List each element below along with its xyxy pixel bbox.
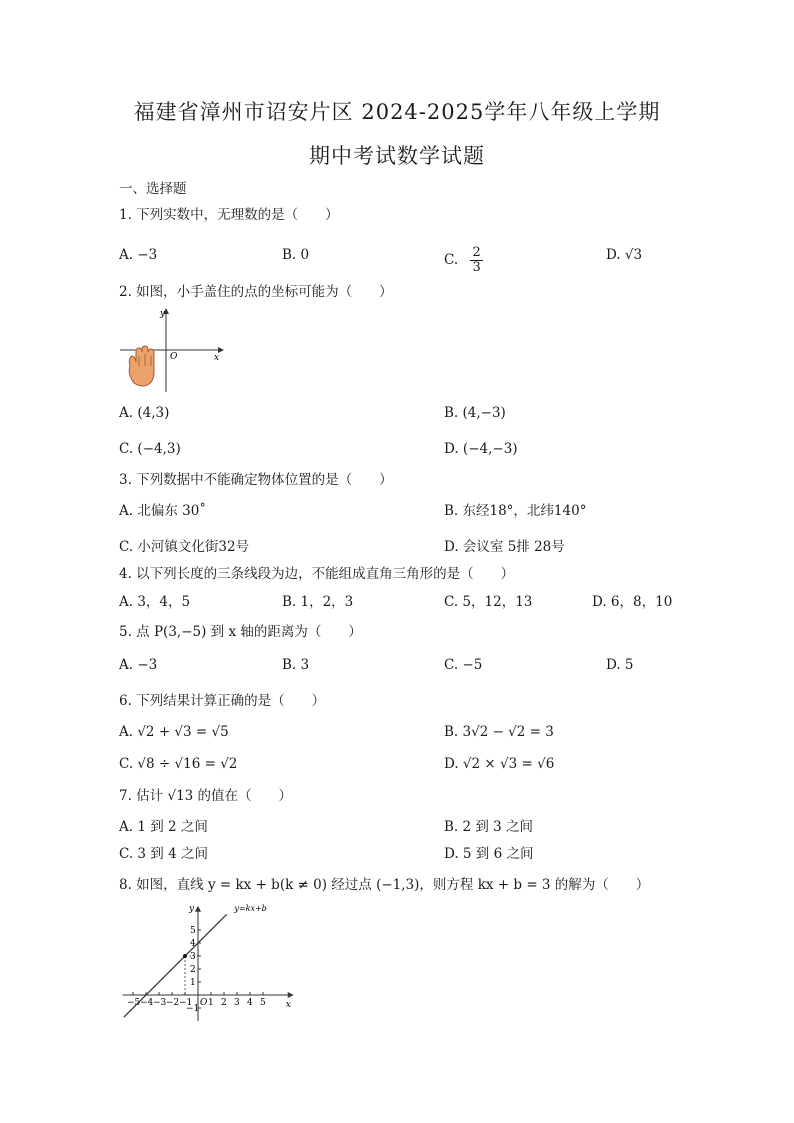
point-marker xyxy=(183,954,187,958)
x-tick-label: −1 xyxy=(179,998,193,1008)
x-tick-label: −5 xyxy=(127,998,141,1008)
q3-option-c[interactable]: C. 小河镇文化街32号 xyxy=(119,539,250,555)
q5-stem: 5. 点 P(3,−5) 到 x 轴的距离为（ ） xyxy=(119,624,362,640)
q3-stem: 3. 下列数据中不能确定物体位置的是（ ） xyxy=(119,472,393,488)
q4-option-d[interactable]: D. 6，8，10 xyxy=(592,594,673,610)
x-tick-label: −3 xyxy=(153,998,167,1008)
line-label: y=kx+b xyxy=(234,903,267,913)
q2-y-label: y xyxy=(160,309,166,319)
q3-option-b[interactable]: B. 东经18°，北纬140° xyxy=(444,503,587,519)
section-heading: 一、选择题 xyxy=(119,181,187,197)
y-tick-label: 3 xyxy=(190,952,196,962)
page-title-line1: 福建省漳州市诏安片区 2024-2025学年八年级上学期 xyxy=(133,100,661,124)
q4-option-c[interactable]: C. 5，12，13 xyxy=(444,594,533,610)
y-tick-label: 4 xyxy=(190,939,196,949)
y-tick-label: −1 xyxy=(186,1004,200,1014)
q1-stem: 1. 下列实数中，无理数的是（ ） xyxy=(119,207,339,223)
x-tick-label: 5 xyxy=(260,998,266,1008)
x-axis-label: x xyxy=(285,1000,291,1010)
fraction-numerator: 2 xyxy=(472,245,481,260)
fraction-two-thirds xyxy=(470,246,482,275)
page-title-line2: 期中考试数学试题 xyxy=(309,144,485,168)
x-tick-label: 3 xyxy=(234,998,240,1008)
q2-stem: 2. 如图，小手盖住的点的坐标可能为（ ） xyxy=(119,284,393,300)
q6-option-b[interactable]: B. 3√2 − √2 = 3 xyxy=(444,724,554,740)
q1-option-b[interactable]: B. 0 xyxy=(282,247,310,263)
q2-option-b[interactable]: B. (4,−3) xyxy=(444,405,506,421)
q3-option-d[interactable]: D. 会议室 5排 28号 xyxy=(444,539,565,555)
y-axis-label: y xyxy=(189,903,195,914)
origin-label: O xyxy=(200,998,208,1008)
q8-stem: 8. 如图，直线 y = kx + b(k ≠ 0) 经过点 (−1,3)，则方程 kx + b = 3 的解为（ ） xyxy=(119,877,650,893)
x-tick-label: −4 xyxy=(140,998,154,1008)
q6-option-a[interactable]: A. √2 + √3 = √5 xyxy=(119,724,229,740)
y-tick-label: 1 xyxy=(190,978,196,988)
y-tick-label: 2 xyxy=(190,965,196,975)
fraction-denominator: 3 xyxy=(472,260,481,275)
q2-option-d[interactable]: D. (−4,−3) xyxy=(444,441,518,457)
q5-option-a[interactable]: A. −3 xyxy=(119,657,158,673)
q6-stem: 6. 下列结果计算正确的是（ ） xyxy=(119,693,326,709)
y-tick-label: 5 xyxy=(190,926,196,936)
q2-option-a[interactable]: A. (4,3) xyxy=(119,405,170,421)
q3-option-a[interactable]: A. 北偏东 30˚ xyxy=(119,503,207,519)
y-axis-arrow xyxy=(195,906,201,912)
q7-option-a[interactable]: A. 1 到 2 之间 xyxy=(119,819,208,835)
q5-option-c[interactable]: C. −5 xyxy=(444,657,483,673)
hand-icon xyxy=(129,346,154,386)
q7-option-d[interactable]: D. 5 到 6 之间 xyxy=(444,846,534,862)
q1-option-a[interactable]: A. −3 xyxy=(119,247,158,263)
q8-line-graph xyxy=(116,903,306,1029)
q5-option-d[interactable]: D. 5 xyxy=(606,657,634,673)
q7-option-c[interactable]: C. 3 到 4 之间 xyxy=(119,846,208,862)
q7-option-b[interactable]: B. 2 到 3 之间 xyxy=(444,819,534,835)
q4-option-b[interactable]: B. 1，2，3 xyxy=(282,594,354,610)
q2-coordinate-figure xyxy=(118,306,228,400)
q4-option-a[interactable]: A. 3，4，5 xyxy=(119,594,191,610)
x-tick-label: 4 xyxy=(247,998,253,1008)
q1-option-c[interactable] xyxy=(444,246,483,275)
x-tick-label: 2 xyxy=(221,998,227,1008)
q1-option-d[interactable]: D. √3 xyxy=(606,247,643,263)
x-tick-label: −2 xyxy=(166,998,180,1008)
q6-option-c[interactable]: C. √8 ÷ √16 = √2 xyxy=(119,756,238,772)
q5-option-b[interactable]: B. 3 xyxy=(282,657,310,673)
q2-x-label: x xyxy=(214,353,220,363)
x-axis-arrow xyxy=(288,992,294,998)
q6-option-d[interactable]: D. √2 × √3 = √6 xyxy=(444,756,555,772)
q2-option-c[interactable]: C. (−4,3) xyxy=(119,441,181,457)
q2-origin-label: O xyxy=(170,352,178,362)
q7-stem: 7. 估计 √13 的值在（ ） xyxy=(119,788,293,804)
x-tick-label: 1 xyxy=(208,998,214,1008)
q4-stem: 4. 以下列长度的三条线段为边，不能组成直角三角形的是（ ） xyxy=(119,566,515,582)
q1-option-c-label: C. xyxy=(444,252,459,268)
